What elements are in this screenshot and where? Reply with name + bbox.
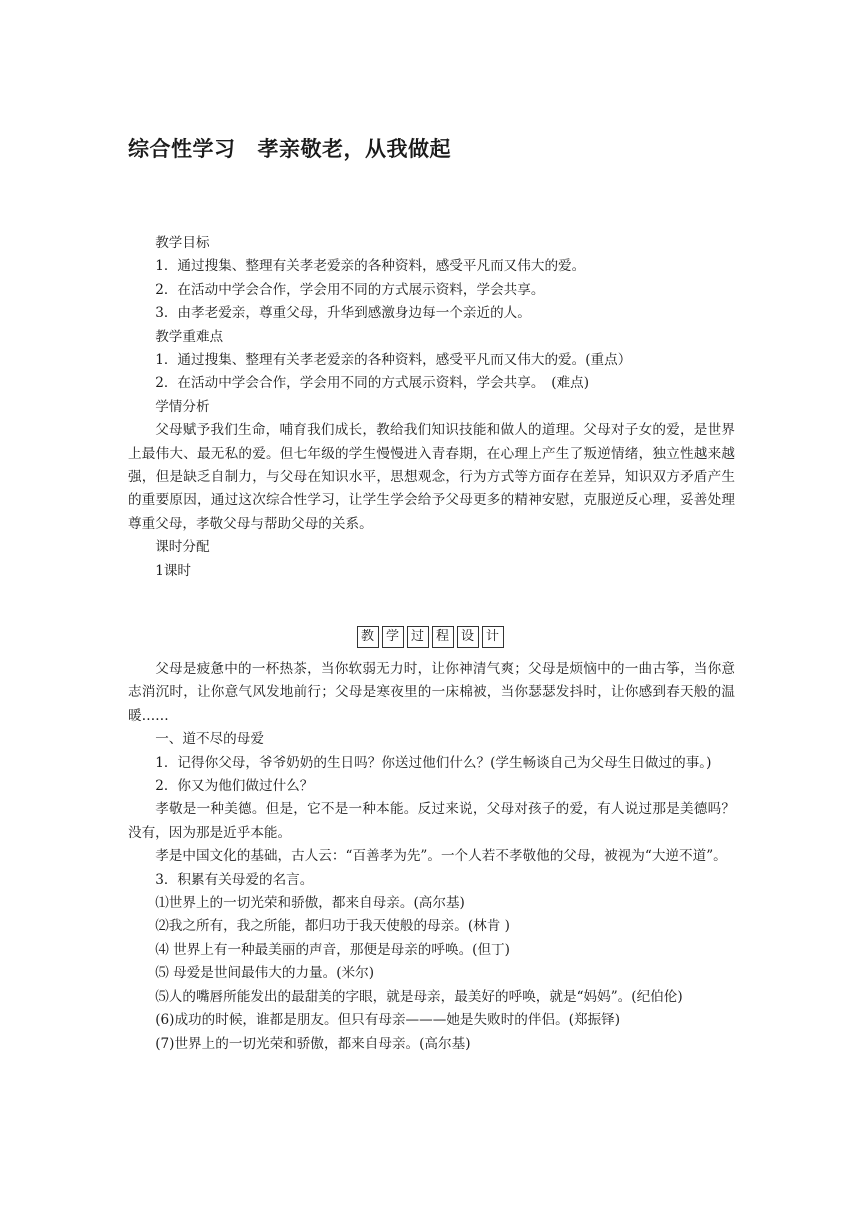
schedule-heading: 课时分配 <box>155 539 210 556</box>
goal-item: 1．通过搜集、整理有关孝老爱亲的各种资料，感受平凡而又伟大的爱。 <box>155 258 586 275</box>
quote-item: ⑷ 世界上有一种最美丽的声音，那便是母亲的呼唤。(但丁) <box>155 941 510 958</box>
paragraph-culture: 孝是中国文化的基础，古人云：“百善孝为先”。一个人若不孝敬他的父母，被视为“大逆不道”。 <box>155 848 727 865</box>
banner-char: 计 <box>482 626 504 648</box>
banner-char: 设 <box>457 626 479 648</box>
banner-char: 程 <box>432 626 454 648</box>
schedule-value: 1课时 <box>155 562 192 579</box>
quote-item: ⑴世界上的一切光荣和骄傲，都来自母亲。(高尔基) <box>155 895 465 912</box>
paragraph-virtue: 孝敬是一种美德。但是，它不是一种本能。反过来说，父母对孩子的爱，有人说过那是美德吗？没有，因为那是近乎本能。 <box>128 801 735 841</box>
lesson-process <box>128 658 735 1056</box>
key-point-item: 2．在活动中学会合作，学会用不同的方式展示资料，学会共享。 (难点) <box>155 375 590 392</box>
process-banner <box>0 626 860 648</box>
question-3: 3．积累有关母爱的名言。 <box>155 871 314 888</box>
quote-item: ⑸ 母爱是世间最伟大的力量。(米尔) <box>155 965 375 982</box>
goal-item: 3．由孝老爱亲，尊重父母，升华到感激身边每一个亲近的人。 <box>155 305 531 322</box>
quote-item: (6)成功的时候，谁都是朋友。但只有母亲———她是失败时的伴侣。(郑振铎) <box>155 1012 621 1029</box>
key-point-item: 1．通过搜集、整理有关孝老爱亲的各种资料，感受平凡而又伟大的爱。(重点） <box>155 352 632 369</box>
question-2: 2．你又为他们做过什么？ <box>155 778 314 795</box>
question-1: 1．记得你父母，爷爷奶奶的生日吗？你送过他们什么？(学生畅谈自己为父母生日做过的事。) <box>155 754 712 771</box>
intro-paragraph: 父母是疲惫中的一杯热茶，当你软弱无力时，让你神清气爽；父母是烦恼中的一曲古筝，当你意志消沉时，让你意气风发地前行；父母是寒夜里的一床棉被，当你瑟瑟发抖时，让你感到春天般的温暖…… <box>128 661 735 724</box>
banner-char: 学 <box>382 626 404 648</box>
banner-char: 教 <box>357 626 379 648</box>
analysis-heading: 学情分析 <box>155 398 210 415</box>
key-points-heading: 教学重难点 <box>155 328 224 345</box>
goal-item: 2．在活动中学会合作，学会用不同的方式展示资料，学会共享。 <box>155 281 545 298</box>
title-main: 综合性学习 <box>128 137 236 161</box>
quote-item: (7)世界上的一切光荣和骄傲，都来自母亲。(高尔基) <box>155 1035 471 1052</box>
section-heading: 一、道不尽的母爱 <box>155 731 264 748</box>
page-title <box>128 133 451 163</box>
analysis-text: 父母赋予我们生命，哺育我们成长，教给我们知识技能和做人的道理。父母对子女的爱，是世界上最伟大、最无私的爱。但七年级的学生慢慢进入青春期，在心理上产生了叛逆情绪，独立性越来越强，但是缺乏自制力，与父母在知识水平，思想观念，行为方式等方面存在差异，知识双方矛盾产生的重要原因，通过这次综合性学习，让学生学会给予父母更多的精神安慰，克服逆反心理，妥善处理尊重父母，孝敬父母与帮助父母的关系。 <box>128 422 735 532</box>
banner-char: 过 <box>407 626 429 648</box>
quote-item: ⑸人的嘴唇所能发出的最甜美的字眼，就是母亲，最美好的呼唤，就是“妈妈”。(纪伯伦) <box>155 988 683 1005</box>
goals-heading: 教学目标 <box>155 235 210 251</box>
lesson-overview <box>128 232 735 583</box>
title-sub: 孝亲敬老，从我做起 <box>257 137 451 161</box>
quote-item: ⑵我之所有，我之所能，都归功于我天使般的母亲。(林肯 ) <box>155 918 510 935</box>
